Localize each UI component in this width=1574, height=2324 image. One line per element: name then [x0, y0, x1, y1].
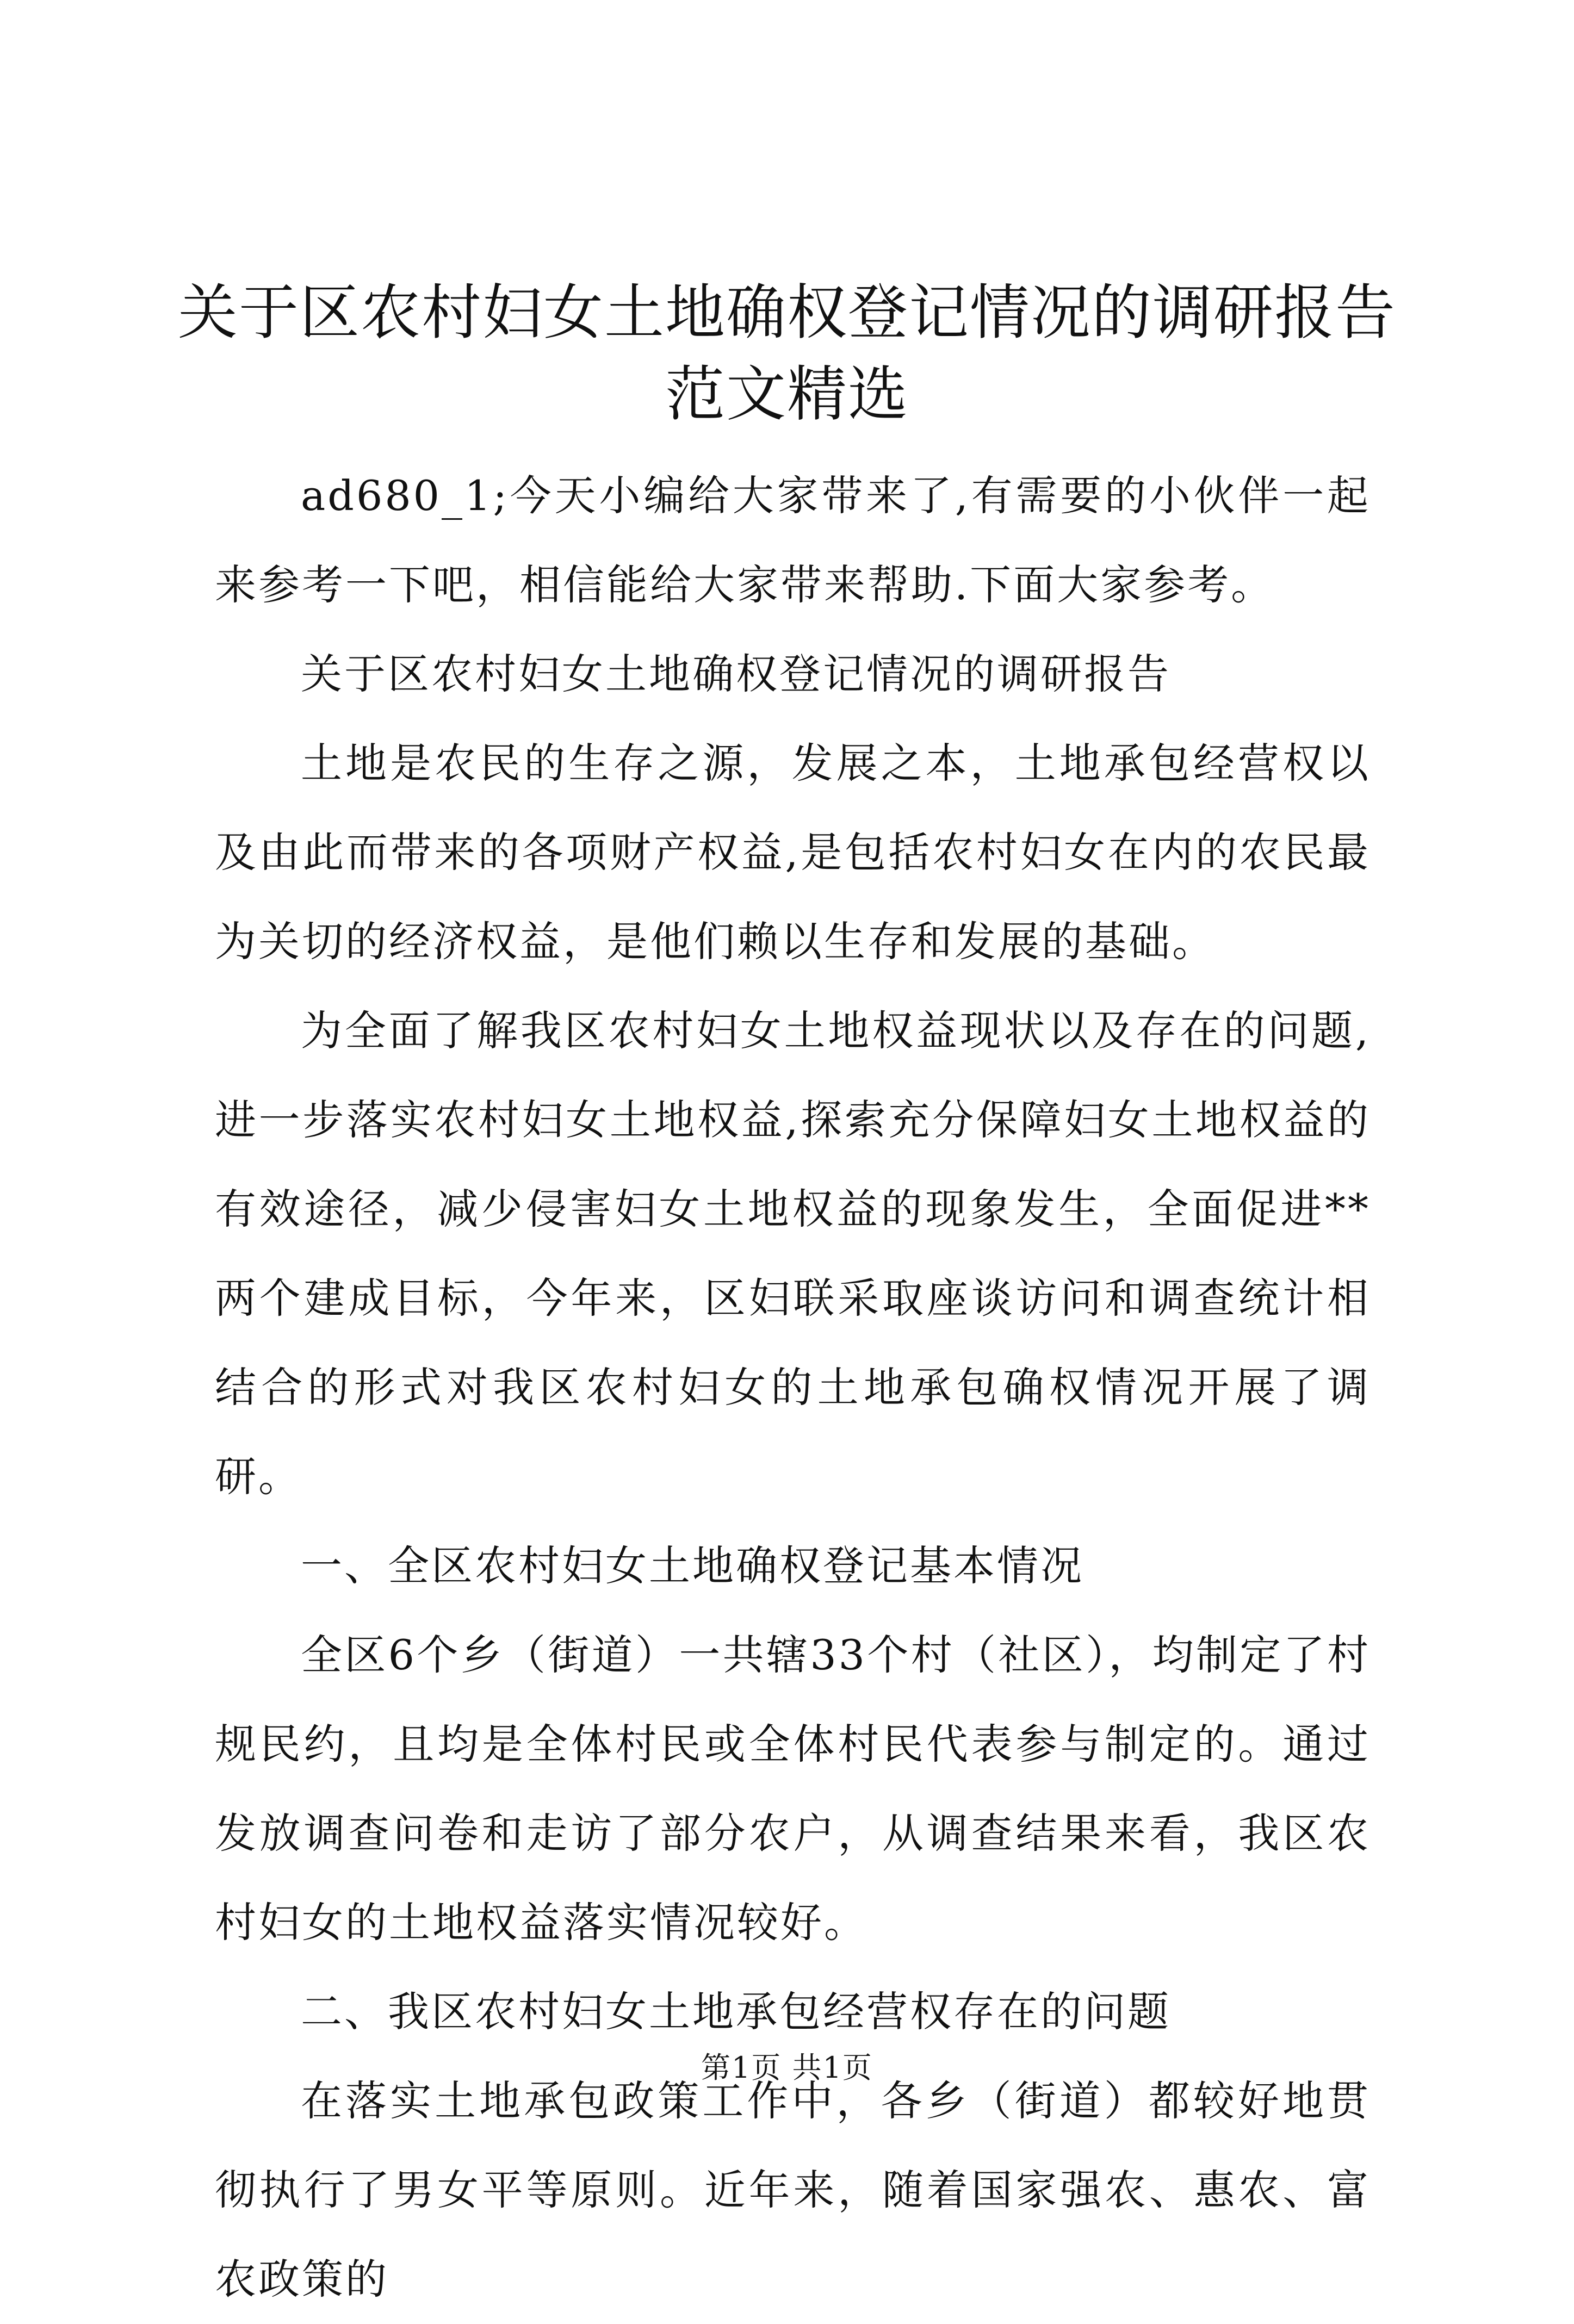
section-heading: 一、全区农村妇女土地确权登记基本情况 [301, 1542, 1084, 1590]
document-body [215, 451, 1371, 2324]
page-footer: 第1页 共1页 [701, 2050, 873, 2085]
body-paragraph: 全区6个乡（街道）一共辖33个村（社区），均制定了村规民约，且均是全体村民或全体村民代表参与制定的。通过发放调查问卷和走访了部分农户，从调查结果来看，我区农村妇女的土地权益落实情况较好。 [215, 1631, 1371, 1947]
section-heading: 二、我区农村妇女土地承包经营权存在的问题 [301, 1987, 1171, 2036]
document-title: 关于区农村妇女土地确权登记情况的调研报告范文精选 [178, 278, 1396, 429]
report-subtitle: 关于区农村妇女土地确权登记情况的调研报告 [301, 650, 1171, 698]
body-paragraph: 为全面了解我区农村妇女土地权益现状以及存在的问题,进一步落实农村妇女土地权益,探索充分保障妇女土地权益的有效途径，减少侵害妇女土地权益的现象发生，全面促进**两个建成目标，今年来，区妇联采取座谈访问和调查统计相结合的形式对我区农村妇女的土地承包确权情况开展了调研。 [215, 1006, 1371, 1501]
intro-paragraph: ad680_1;今天小编给大家带来了,有需要的小伙伴一起来参考一下吧，相信能给大家带来帮助.下面大家参考。 [215, 471, 1371, 609]
body-paragraph: 在落实土地承包政策工作中，各乡（街道）都较好地贯彻执行了男女平等原则。近年来，随着国家强农、惠农、富农政策的 [215, 2077, 1371, 2303]
body-paragraph: 土地是农民的生存之源，发展之本，土地承包经营权以及由此而带来的各项财产权益,是包括农村妇女在内的农民最为关切的经济权益，是他们赖以生存和发展的基础。 [215, 739, 1371, 966]
